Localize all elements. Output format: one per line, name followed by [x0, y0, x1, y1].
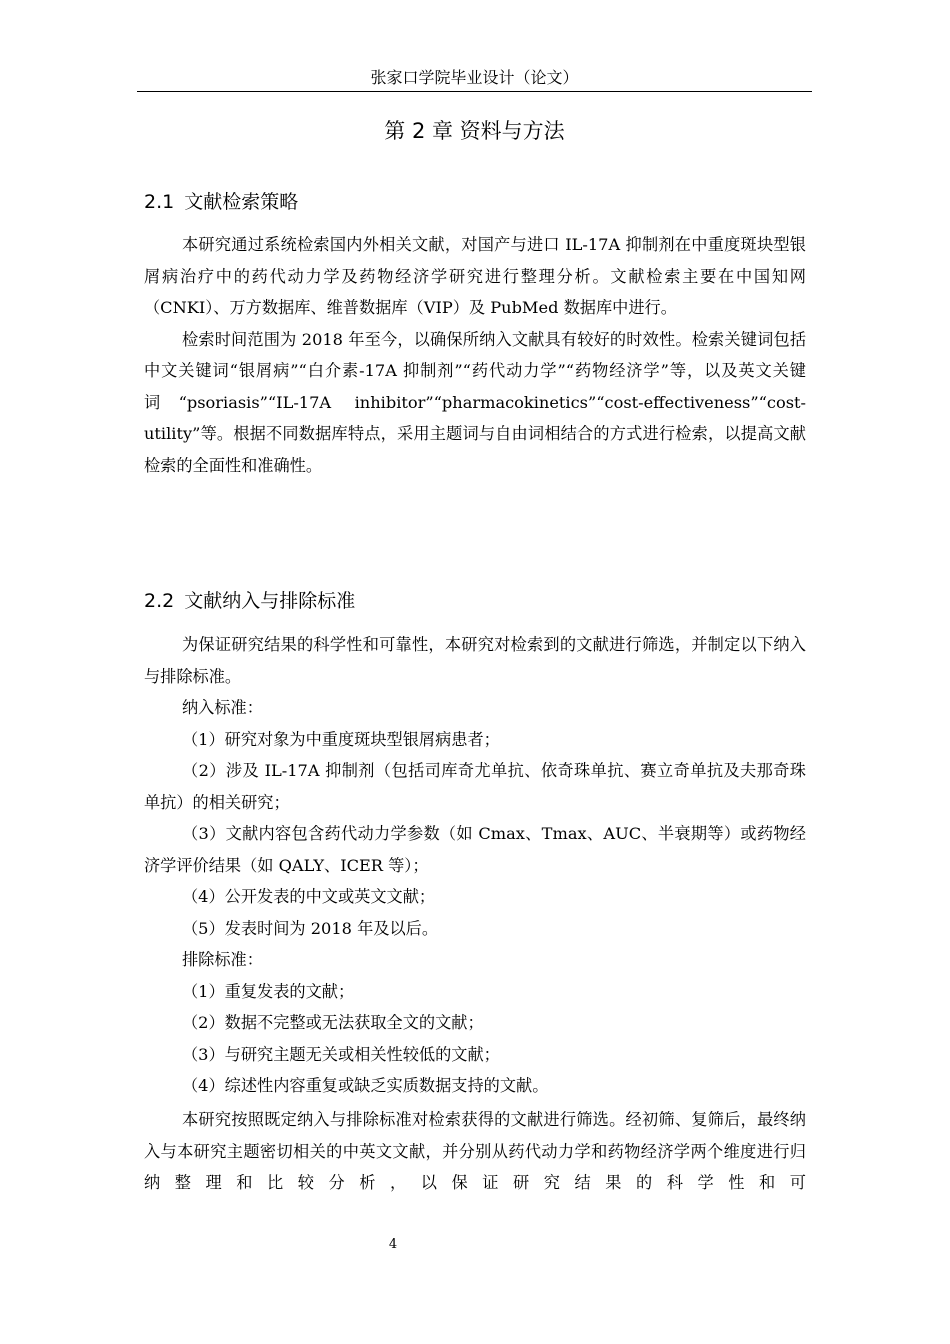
inclusion-label: 纳入标准： [182, 698, 263, 717]
list-item: （2）涉及 IL-17A 抑制剂（包括司库奇尤单抗、依奇珠单抗、赛立奇单抗及夫那奇珠单抗）的相关研究； [144, 761, 806, 812]
section-2-2-body [144, 629, 806, 1102]
page-number: 4 [388, 1237, 398, 1252]
section-number: 2.1 [144, 191, 175, 213]
page-header: 张家口学院毕业设计（论文） [370, 68, 579, 87]
list-item: （3）文献内容包含药代动力学参数（如 Cmax、Tmax、AUC、半衰期等）或药物经济学评价结果（如 QALY、ICER 等）； [144, 824, 806, 875]
paragraph: 检索时间范围为 2018 年至今，以确保所纳入文献具有较好的时效性。检索关键词包括中文关键词“银屑病”“白介素-17A 抑制剂”“药代动力学”“药物经济学”等，以及英文关键词“psoriasis”“IL-17A inhibitor”“pharmacokinetics”“cost-effectiveness”“cost-utility”等。根据不同数据库特点，采用主题词与自由词相结合的方式进行检索，以提高文献检索的全面性和准确性。 [144, 329, 806, 475]
paragraph: 本研究通过系统检索国内外相关文献，对国产与进口 IL-17A 抑制剂在中重度斑块型银屑病治疗中的药代动力学及药物经济学研究进行整理分析。文献检索主要在中国知网（CNKI）、万方数据库、维普数据库（VIP）及 PubMed 数据库中进行。 [144, 235, 806, 317]
list-item: （1）研究对象为中重度斑块型银屑病患者； [182, 729, 500, 749]
exclusion-label: 排除标准： [182, 950, 263, 969]
section-title-text: 文献纳入与排除标准 [184, 590, 356, 612]
chapter-title: 第 2 章 资料与方法 [384, 119, 565, 143]
section-heading-2-2 [144, 587, 355, 615]
paragraph: 为保证研究结果的科学性和可靠性，本研究对检索到的文献进行筛选，并制定以下纳入与排除标准。 [144, 635, 806, 686]
closing-paragraph-block [144, 1104, 806, 1199]
section-title-text: 文献检索策略 [184, 191, 299, 213]
section-heading-2-1 [144, 188, 298, 216]
header-divider [137, 91, 812, 92]
list-item: （4）综述性内容重复或缺乏实质数据支持的文献。 [182, 1076, 549, 1095]
list-item: （5）发表时间为 2018 年及以后。 [182, 918, 439, 938]
section-number: 2.2 [144, 590, 175, 612]
list-item: （1）重复发表的文献； [182, 981, 355, 1001]
list-item: （2）数据不完整或无法获取全文的文献； [182, 1013, 484, 1032]
list-item: （4）公开发表的中文或英文文献； [182, 887, 436, 906]
section-2-1-body [144, 229, 806, 481]
paragraph: 本研究按照既定纳入与排除标准对检索获得的文献进行筛选。经初筛、复筛后，最终纳入与本研究主题密切相关的中英文文献，并分别从药代动力学和药物经济学两个维度进行归纳整理和比较分析，以保证研究结果的科学性和可 [144, 1110, 806, 1192]
list-item: （3）与研究主题无关或相关性较低的文献； [182, 1044, 500, 1064]
